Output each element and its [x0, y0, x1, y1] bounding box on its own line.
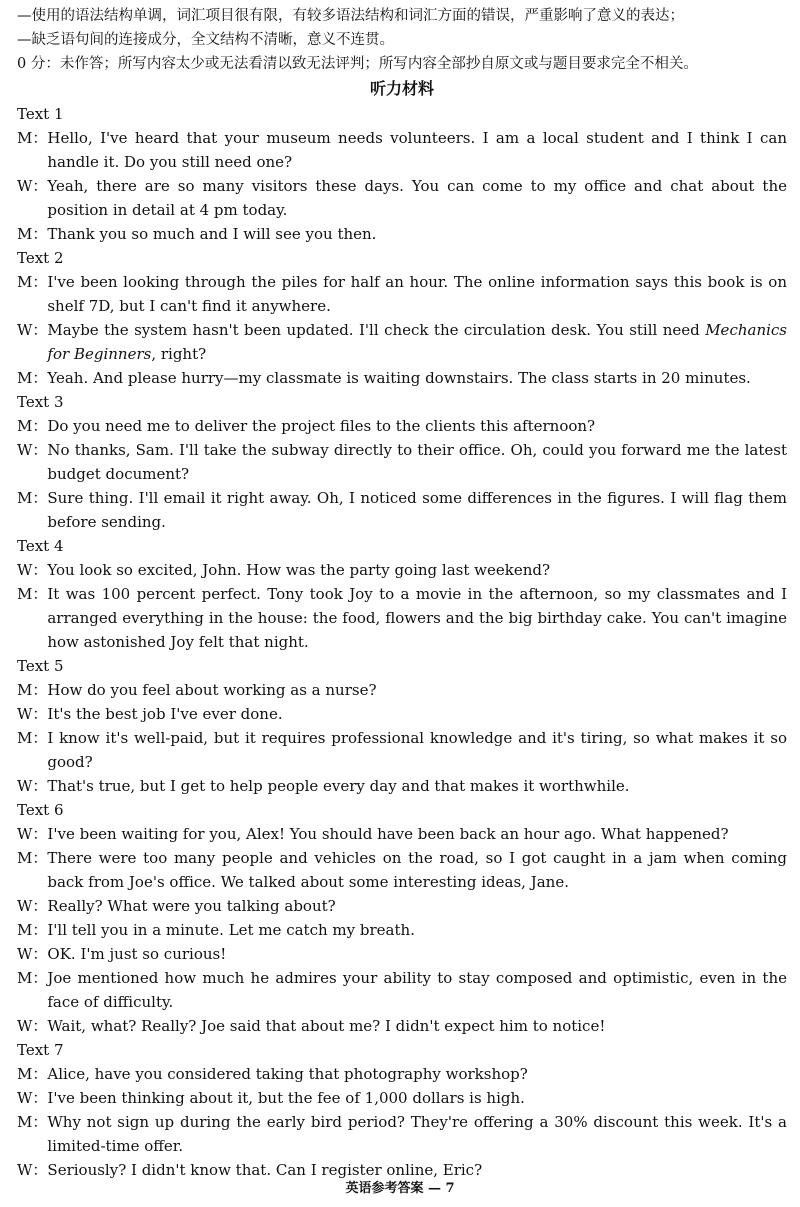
utterance: Sure thing. I'll email it right away. Oh, I noticed some differences in the figures. I will flag them before sending. — [47, 489, 787, 531]
speaker: M： — [17, 1065, 48, 1083]
dialogue-line — [17, 966, 787, 1014]
dialogue-line — [17, 270, 787, 318]
utterance — [47, 318, 787, 366]
utterance: No thanks, Sam. I'll take the subway directly to their office. Oh, could you forward me the latest budget document? — [47, 441, 787, 483]
speaker: W： — [17, 321, 48, 339]
dialogue-line — [17, 318, 787, 366]
dialogue-line — [17, 1062, 787, 1086]
utterance: You look so excited, John. How was the party going last weekend? — [47, 561, 551, 579]
speaker: M： — [17, 585, 48, 603]
dialogue-line — [17, 942, 787, 966]
text-label: Text 5 — [17, 657, 64, 675]
dialogue-line — [17, 678, 787, 702]
utterance: I've been looking through the piles for half an hour. The online information says this book is on shelf 7D, but I can't find it anywhere. — [47, 273, 787, 315]
criteria-line: —使用的语法结构单调，词汇项目很有限，有较多语法结构和词汇方面的错误，严重影响了意义的表达； — [17, 8, 684, 24]
utterance-part: Maybe the system hasn't been updated. I'll check the circulation desk. You still need — [47, 321, 706, 339]
dialogue-line — [17, 702, 787, 726]
speaker: M： — [17, 489, 48, 507]
document-page — [17, 4, 787, 1182]
text-label: Text 3 — [17, 393, 64, 411]
speaker: W： — [17, 1017, 48, 1035]
dialogue-line — [17, 582, 787, 654]
speaker: M： — [17, 1113, 48, 1131]
text-label: Text 6 — [17, 801, 64, 819]
utterance: How do you feel about working as a nurse? — [47, 681, 377, 699]
utterance: I've been thinking about it, but the fee of 1,000 dollars is high. — [47, 1089, 525, 1107]
utterance: It's the best job I've ever done. — [47, 705, 283, 723]
utterance: Wait, what? Really? Joe said that about me? I didn't expect him to notice! — [47, 1017, 606, 1035]
utterance: Seriously? I didn't know that. Can I register online, Eric? — [47, 1161, 483, 1179]
text-label: Text 1 — [17, 105, 64, 123]
dialogue-line — [17, 414, 787, 438]
dialogue-line — [17, 174, 787, 222]
speaker: M： — [17, 273, 48, 291]
dialogue-line — [17, 774, 787, 798]
dialogue-line — [17, 486, 787, 534]
speaker: W： — [17, 777, 48, 795]
utterance: It was 100 percent perfect. Tony took Joy to a movie in the afternoon, so my classmates and I arranged everything in the house: the food, flowers and the big birthday cake. You can't imagine how astonished Joy felt that night. — [47, 585, 787, 651]
section-title: 听力材料 — [369, 79, 434, 98]
speaker: M： — [17, 225, 48, 243]
speaker: M： — [17, 129, 48, 147]
speaker: W： — [17, 897, 48, 915]
speaker: M： — [17, 849, 48, 867]
speaker: W： — [17, 825, 48, 843]
speaker: M： — [17, 417, 48, 435]
utterance: Why not sign up during the early bird period? They're offering a 30% discount this week. It's a limited-time offer. — [47, 1113, 787, 1155]
dialogue-line — [17, 822, 787, 846]
utterance: I'll tell you in a minute. Let me catch my breath. — [47, 921, 415, 939]
utterance: Thank you so much and I will see you then. — [47, 225, 377, 243]
speaker: M： — [17, 921, 48, 939]
utterance: That's true, but I get to help people every day and that makes it worthwhile. — [47, 777, 630, 795]
dialogue-line — [17, 1086, 787, 1110]
text-label: Text 2 — [17, 249, 64, 267]
dialogue-line — [17, 126, 787, 174]
utterance: There were too many people and vehicles on the road, so I got caught in a jam when coming back from Joe's office. We talked about some interesting ideas, Jane. — [47, 849, 787, 891]
dialogue-line — [17, 846, 787, 894]
speaker: M： — [17, 681, 48, 699]
criteria-line: 0 分：未作答；所写内容太少或无法看清以致无法评判；所写内容全部抄自原文或与题目要求完全不相关。 — [17, 56, 698, 72]
speaker: W： — [17, 1161, 48, 1179]
dialogue-line — [17, 1110, 787, 1158]
grading-criteria — [17, 4, 787, 76]
speaker: M： — [17, 969, 48, 987]
book-title: Mechanics for Beginners — [47, 321, 787, 363]
utterance: Really? What were you talking about? — [47, 897, 336, 915]
dialogue-line — [17, 558, 787, 582]
utterance: I've been waiting for you, Alex! You should have been back an hour ago. What happened? — [47, 825, 729, 843]
utterance: Alice, have you considered taking that photography workshop? — [47, 1065, 528, 1083]
utterance: Hello, I've heard that your museum needs volunteers. I am a local student and I think I can handle it. Do you still need one? — [47, 129, 787, 171]
dialogue-line — [17, 918, 787, 942]
criteria-line: —缺乏语句间的连接成分，全文结构不清晰，意义不连贯。 — [17, 32, 394, 48]
speaker: W： — [17, 441, 48, 459]
text-label: Text 4 — [17, 537, 64, 555]
utterance: Yeah. And please hurry—my classmate is waiting downstairs. The class starts in 20 minutes. — [47, 369, 751, 387]
speaker: W： — [17, 945, 48, 963]
dialogue-line — [17, 1014, 787, 1038]
speaker: W： — [17, 177, 48, 195]
dialogue-line — [17, 726, 787, 774]
utterance: I know it's well-paid, but it requires professional knowledge and it's tiring, so what makes it so good? — [47, 729, 787, 771]
utterance-part: , right? — [151, 345, 207, 363]
dialogue-line — [17, 438, 787, 486]
utterance: Joe mentioned how much he admires your ability to stay composed and optimistic, even in the face of difficulty. — [47, 969, 787, 1011]
speaker: M： — [17, 369, 48, 387]
dialogue-line — [17, 366, 787, 390]
dialogue-line — [17, 222, 787, 246]
speaker: M： — [17, 729, 48, 747]
speaker: W： — [17, 705, 48, 723]
dialogue-line — [17, 894, 787, 918]
utterance: OK. I'm just so curious! — [47, 945, 227, 963]
page-footer: 英语参考答案 — 7 — [345, 1181, 455, 1196]
utterance: Do you need me to deliver the project files to the clients this afternoon? — [47, 417, 596, 435]
speaker: W： — [17, 561, 48, 579]
text-label: Text 7 — [17, 1041, 64, 1059]
speaker: W： — [17, 1089, 48, 1107]
utterance: Yeah, there are so many visitors these days. You can come to my office and chat about the position in detail at 4 pm today. — [47, 177, 787, 219]
